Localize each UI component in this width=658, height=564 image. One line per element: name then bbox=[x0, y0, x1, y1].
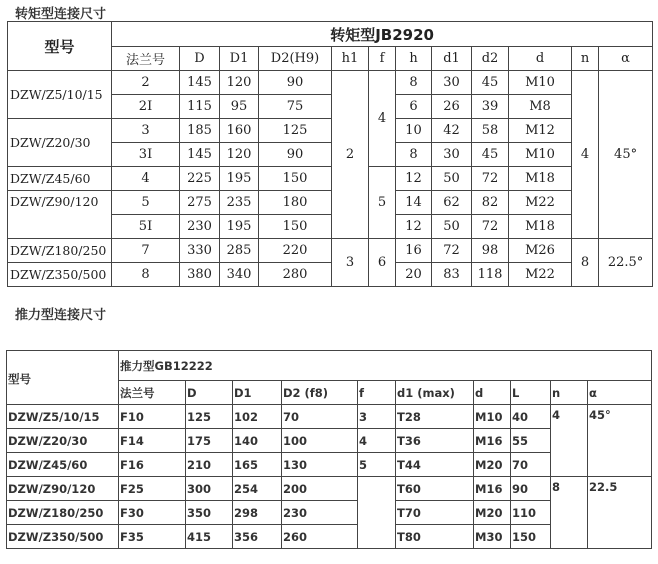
model-cell: DZW/Z5/10/15 bbox=[8, 71, 112, 119]
column-header: L bbox=[511, 381, 551, 405]
cell: 5 bbox=[358, 453, 396, 477]
column-header: D1 bbox=[233, 381, 282, 405]
cell: 50 bbox=[432, 215, 472, 239]
column-header: d bbox=[509, 47, 572, 71]
model-cell: DZW/Z45/60 bbox=[8, 167, 112, 191]
cell: 115 bbox=[180, 95, 220, 119]
cell: 2I bbox=[112, 95, 180, 119]
cell: 230 bbox=[180, 215, 220, 239]
cell: F16 bbox=[119, 453, 186, 477]
cell: T70 bbox=[396, 501, 474, 525]
cell: 150 bbox=[259, 215, 332, 239]
column-header: α bbox=[599, 47, 653, 71]
cell: 82 bbox=[472, 191, 509, 215]
cell: M22 bbox=[509, 263, 572, 287]
cell: 275 bbox=[180, 191, 220, 215]
cell: 298 bbox=[233, 501, 282, 525]
h1-cell: 2 bbox=[332, 71, 369, 239]
cell: 235 bbox=[220, 191, 259, 215]
cell: 145 bbox=[180, 71, 220, 95]
cell: 200 bbox=[282, 477, 358, 501]
cell: 380 bbox=[180, 263, 220, 287]
cell: 254 bbox=[233, 477, 282, 501]
cell: 98 bbox=[472, 239, 509, 263]
n-cell: 4 bbox=[551, 405, 588, 477]
column-header: D1 bbox=[220, 47, 259, 71]
cell: 8 bbox=[112, 263, 180, 287]
cell: 70 bbox=[511, 453, 551, 477]
cell: 95 bbox=[220, 95, 259, 119]
column-header: f bbox=[369, 47, 396, 71]
column-header: n bbox=[551, 381, 588, 405]
cell: 150 bbox=[259, 167, 332, 191]
column-header: d1 (max) bbox=[396, 381, 474, 405]
cell: 90 bbox=[511, 477, 551, 501]
cell: 4 bbox=[358, 429, 396, 453]
model-header: 型号 bbox=[7, 351, 119, 405]
cell: 285 bbox=[220, 239, 259, 263]
cell: 102 bbox=[233, 405, 282, 429]
cell: 340 bbox=[220, 263, 259, 287]
thrust-section-title: 推力型连接尺寸 bbox=[15, 308, 107, 323]
cell: M16 bbox=[474, 429, 511, 453]
f-cell: 6 bbox=[369, 239, 396, 287]
cell: 4 bbox=[112, 167, 180, 191]
cell: M18 bbox=[509, 167, 572, 191]
cell: M20 bbox=[474, 453, 511, 477]
cell: T60 bbox=[396, 477, 474, 501]
cell: M26 bbox=[509, 239, 572, 263]
f-cell: 4 bbox=[369, 71, 396, 167]
cell: 40 bbox=[511, 405, 551, 429]
cell: F25 bbox=[119, 477, 186, 501]
cell: 14 bbox=[396, 191, 432, 215]
thrust-dimension-table bbox=[6, 350, 652, 549]
cell: 8 bbox=[396, 71, 432, 95]
cell: 2 bbox=[112, 71, 180, 95]
cell: 72 bbox=[432, 239, 472, 263]
cell: 55 bbox=[511, 429, 551, 453]
cell: 72 bbox=[472, 215, 509, 239]
model-cell: DZW/Z20/30 bbox=[8, 119, 112, 167]
table-row bbox=[8, 167, 653, 191]
model-cell: DZW/Z20/30 bbox=[7, 429, 119, 453]
column-header: h1 bbox=[332, 47, 369, 71]
cell: 225 bbox=[180, 167, 220, 191]
cell: 12 bbox=[396, 215, 432, 239]
h1-cell: 3 bbox=[332, 239, 369, 287]
cell: 350 bbox=[186, 501, 233, 525]
model-cell: DZW/Z180/250 bbox=[7, 501, 119, 525]
cell: 70 bbox=[282, 405, 358, 429]
cell: 195 bbox=[220, 167, 259, 191]
n-cell: 8 bbox=[572, 239, 599, 287]
cell: M12 bbox=[509, 119, 572, 143]
cell: F10 bbox=[119, 405, 186, 429]
cell: 185 bbox=[180, 119, 220, 143]
cell: 75 bbox=[259, 95, 332, 119]
column-header: d bbox=[474, 381, 511, 405]
cell: 120 bbox=[220, 71, 259, 95]
cell: 39 bbox=[472, 95, 509, 119]
column-header: D2 (f8) bbox=[282, 381, 358, 405]
cell: M18 bbox=[509, 215, 572, 239]
table-row bbox=[8, 239, 653, 263]
cell: 90 bbox=[259, 143, 332, 167]
cell: 62 bbox=[432, 191, 472, 215]
cell: 3 bbox=[112, 119, 180, 143]
cell: 30 bbox=[432, 71, 472, 95]
table-row bbox=[8, 119, 653, 143]
model-cell: DZW/Z180/250 bbox=[8, 239, 112, 263]
cell: 30 bbox=[432, 143, 472, 167]
cell: 8 bbox=[396, 143, 432, 167]
model-cell: DZW/Z90/120 bbox=[8, 191, 112, 239]
standard-header: 推力型GB12222 bbox=[119, 351, 652, 381]
cell: 5 bbox=[112, 191, 180, 215]
cell: 260 bbox=[282, 525, 358, 549]
alpha-cell: 22.5 bbox=[588, 477, 652, 549]
cell: 118 bbox=[472, 263, 509, 287]
table-row bbox=[7, 477, 652, 501]
cell: M8 bbox=[509, 95, 572, 119]
cell: T36 bbox=[396, 429, 474, 453]
cell: 45 bbox=[472, 143, 509, 167]
cell: F30 bbox=[119, 501, 186, 525]
column-header: 法兰号 bbox=[119, 381, 186, 405]
cell: F14 bbox=[119, 429, 186, 453]
f-cell: 5 bbox=[369, 167, 396, 239]
cell: 45 bbox=[472, 71, 509, 95]
cell: 26 bbox=[432, 95, 472, 119]
cell: 110 bbox=[511, 501, 551, 525]
cell: 42 bbox=[432, 119, 472, 143]
cell: 145 bbox=[180, 143, 220, 167]
column-header: h bbox=[396, 47, 432, 71]
cell: 130 bbox=[282, 453, 358, 477]
cell: 7 bbox=[112, 239, 180, 263]
cell: 3 bbox=[358, 405, 396, 429]
cell: 195 bbox=[220, 215, 259, 239]
cell: M30 bbox=[474, 525, 511, 549]
cell: 150 bbox=[511, 525, 551, 549]
cell: M10 bbox=[474, 405, 511, 429]
cell: 5I bbox=[112, 215, 180, 239]
cell: M10 bbox=[509, 143, 572, 167]
cell: F35 bbox=[119, 525, 186, 549]
cell: 125 bbox=[186, 405, 233, 429]
model-header: 型号 bbox=[8, 22, 112, 71]
cell: M16 bbox=[474, 477, 511, 501]
cell: 160 bbox=[220, 119, 259, 143]
alpha-cell: 45° bbox=[588, 405, 652, 477]
cell: T44 bbox=[396, 453, 474, 477]
model-cell: DZW/Z350/500 bbox=[8, 263, 112, 287]
cell: 90 bbox=[259, 71, 332, 95]
cell: T28 bbox=[396, 405, 474, 429]
cell: 415 bbox=[186, 525, 233, 549]
cell: 3I bbox=[112, 143, 180, 167]
cell: M22 bbox=[509, 191, 572, 215]
cell: 300 bbox=[186, 477, 233, 501]
cell: 210 bbox=[186, 453, 233, 477]
column-header: D2(H9) bbox=[259, 47, 332, 71]
cell: 356 bbox=[233, 525, 282, 549]
column-header: d1 bbox=[432, 47, 472, 71]
standard-header: 转矩型JB2920 bbox=[112, 22, 653, 47]
cell: M20 bbox=[474, 501, 511, 525]
model-cell: DZW/Z5/10/15 bbox=[7, 405, 119, 429]
cell: 12 bbox=[396, 167, 432, 191]
cell: 230 bbox=[282, 501, 358, 525]
column-header: D bbox=[186, 381, 233, 405]
table-row bbox=[8, 263, 653, 287]
cell: 165 bbox=[233, 453, 282, 477]
cell: 50 bbox=[432, 167, 472, 191]
alpha-cell: 45° bbox=[599, 71, 653, 239]
alpha-cell: 22.5° bbox=[599, 239, 653, 287]
cell: T80 bbox=[396, 525, 474, 549]
torque-dimension-table bbox=[7, 21, 653, 287]
cell: 16 bbox=[396, 239, 432, 263]
cell: 20 bbox=[396, 263, 432, 287]
cell: 58 bbox=[472, 119, 509, 143]
column-header: d2 bbox=[472, 47, 509, 71]
model-cell: DZW/Z350/500 bbox=[7, 525, 119, 549]
table-row bbox=[8, 71, 653, 95]
n-cell: 4 bbox=[572, 71, 599, 239]
column-header: D bbox=[180, 47, 220, 71]
column-header: n bbox=[572, 47, 599, 71]
cell: 280 bbox=[259, 263, 332, 287]
cell: 330 bbox=[180, 239, 220, 263]
model-cell: DZW/Z45/60 bbox=[7, 453, 119, 477]
cell: 175 bbox=[186, 429, 233, 453]
cell: 120 bbox=[220, 143, 259, 167]
column-header: f bbox=[358, 381, 396, 405]
model-cell: DZW/Z90/120 bbox=[7, 477, 119, 501]
column-header: 法兰号 bbox=[112, 47, 180, 71]
cell: 140 bbox=[233, 429, 282, 453]
table-row bbox=[7, 405, 652, 429]
cell: 100 bbox=[282, 429, 358, 453]
cell: 6 bbox=[396, 95, 432, 119]
cell: M10 bbox=[509, 71, 572, 95]
cell: 180 bbox=[259, 191, 332, 215]
cell: 72 bbox=[472, 167, 509, 191]
table-row bbox=[8, 191, 653, 215]
cell bbox=[358, 477, 396, 549]
cell: 220 bbox=[259, 239, 332, 263]
cell: 10 bbox=[396, 119, 432, 143]
cell: 83 bbox=[432, 263, 472, 287]
n-cell: 8 bbox=[551, 477, 588, 549]
torque-section-title: 转矩型连接尺寸 bbox=[15, 7, 107, 22]
column-header: α bbox=[588, 381, 652, 405]
cell: 125 bbox=[259, 119, 332, 143]
